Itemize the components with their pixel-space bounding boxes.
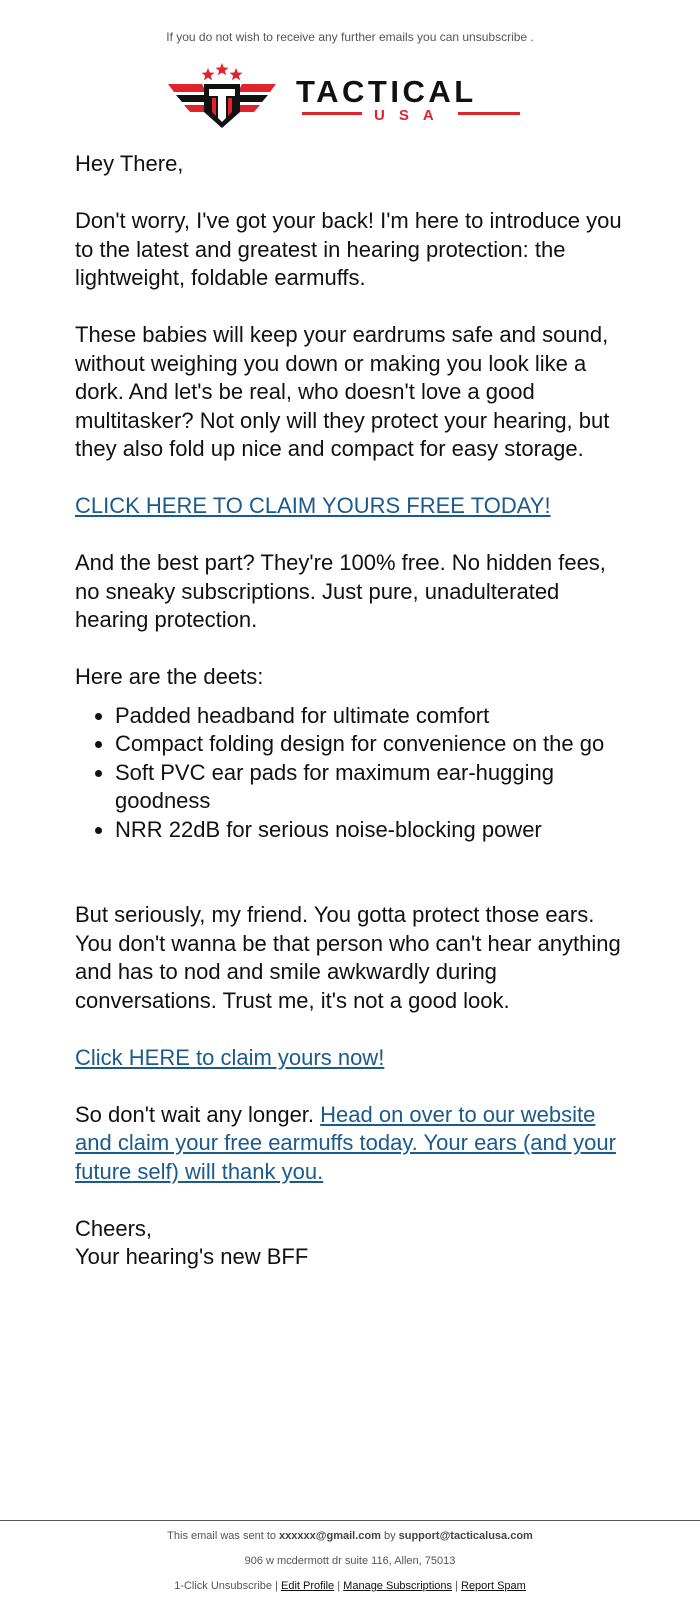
footer-links <box>0 1580 700 1593</box>
claim-now-link[interactable]: Click HERE to claim yours now! <box>75 1044 385 1070</box>
manage-subscriptions-link[interactable]: Manage Subscriptions <box>343 1580 453 1592</box>
list-item: • NRR 22dB for serious noise-blocking power <box>115 816 635 845</box>
greeting: Hey There, <box>75 151 184 176</box>
claim-free-link[interactable]: CLICK HERE TO CLAIM YOURS FREE TODAY! <box>75 493 551 518</box>
logo-subtext: USA <box>374 107 448 124</box>
sender-email: support@tacticalusa.com <box>398 1530 533 1542</box>
deets-intro: Here are the deets: <box>75 664 264 689</box>
logo-wing-left-2 <box>176 95 206 102</box>
one-click-unsubscribe[interactable]: 1-Click Unsubscribe <box>174 1580 272 1592</box>
cta-paragraph-1 <box>75 492 635 521</box>
closing-lead: So don't wait any longer. <box>75 1101 321 1127</box>
link-separator: | <box>452 1580 461 1592</box>
logo-bar-right <box>458 112 520 115</box>
signature: Your hearing's new BFF <box>75 1244 309 1269</box>
list-item: • Soft PVC ear pads for maximum ear-hugging goodness <box>115 759 635 816</box>
logo-star-center <box>216 63 229 75</box>
unsubscribe-note: If you do not wish to receive any further emails you can unsubscribe . <box>166 30 534 44</box>
postal-address: 906 w mcdermott dr suite 116, Allen, 75013 <box>244 1555 456 1567</box>
footer-divider <box>0 1520 700 1521</box>
edit-profile-link[interactable]: Edit Profile <box>280 1580 335 1592</box>
closing-paragraph <box>75 1101 635 1187</box>
logo-wing-left-1 <box>168 84 206 92</box>
protect-paragraph: But seriously, my friend. You gotta protect those ears. You don't wanna be that person who can't hear anything and has to nod and smile awkwardly during conversations. Trust me, it's not a good look. <box>75 902 621 1013</box>
logo-bar-left <box>302 112 362 115</box>
link-separator: | <box>272 1580 281 1592</box>
free-paragraph: And the best part? They're 100% free. No hidden fees, no sneaky subscriptions. Just pure, unadulterated hearing protection. <box>75 550 606 632</box>
sent-to-prefix: This email was sent to <box>167 1530 280 1542</box>
email-body <box>75 150 635 1300</box>
footer <box>0 1530 700 1605</box>
sent-to-line <box>0 1530 700 1543</box>
signoff: Cheers, <box>75 1215 153 1241</box>
logo-wordmark: TACTICAL <box>296 74 477 109</box>
website-link[interactable]: Head on over to our website and claim your free earmuffs today. Your ears (and your future self) will thank you. <box>75 1101 616 1184</box>
logo-wing-right-1 <box>238 84 276 92</box>
list-item: • Padded headband for ultimate comfort <box>115 702 635 731</box>
logo-wing-right-2 <box>238 95 268 102</box>
cta-paragraph-2 <box>75 1044 635 1073</box>
recipient-email: xxxxxx@gmail.com <box>279 1530 381 1542</box>
features-list <box>75 702 635 845</box>
tactical-usa-logo <box>168 62 534 134</box>
link-separator: | <box>334 1580 344 1592</box>
list-item: • Compact folding design for convenience on the go <box>115 730 635 759</box>
report-spam-link[interactable]: Report Spam <box>461 1580 526 1592</box>
logo-star-right <box>230 68 243 80</box>
intro-paragraph: Don't worry, I've got your back! I'm here to introduce you to the latest and greatest in hearing protection: the lightweight, foldable earmuffs. <box>75 208 622 290</box>
logo-star-left <box>202 68 215 80</box>
signoff-block <box>75 1215 635 1272</box>
by-text: by <box>380 1530 399 1542</box>
benefits-paragraph: These babies will keep your eardrums safe and sound, without weighing you down or making you look like a dork. And let's be real, who doesn't love a good multitasker? Not only will they protect your hearing, but they also fold up nice and compact for easy storage. <box>75 322 610 461</box>
